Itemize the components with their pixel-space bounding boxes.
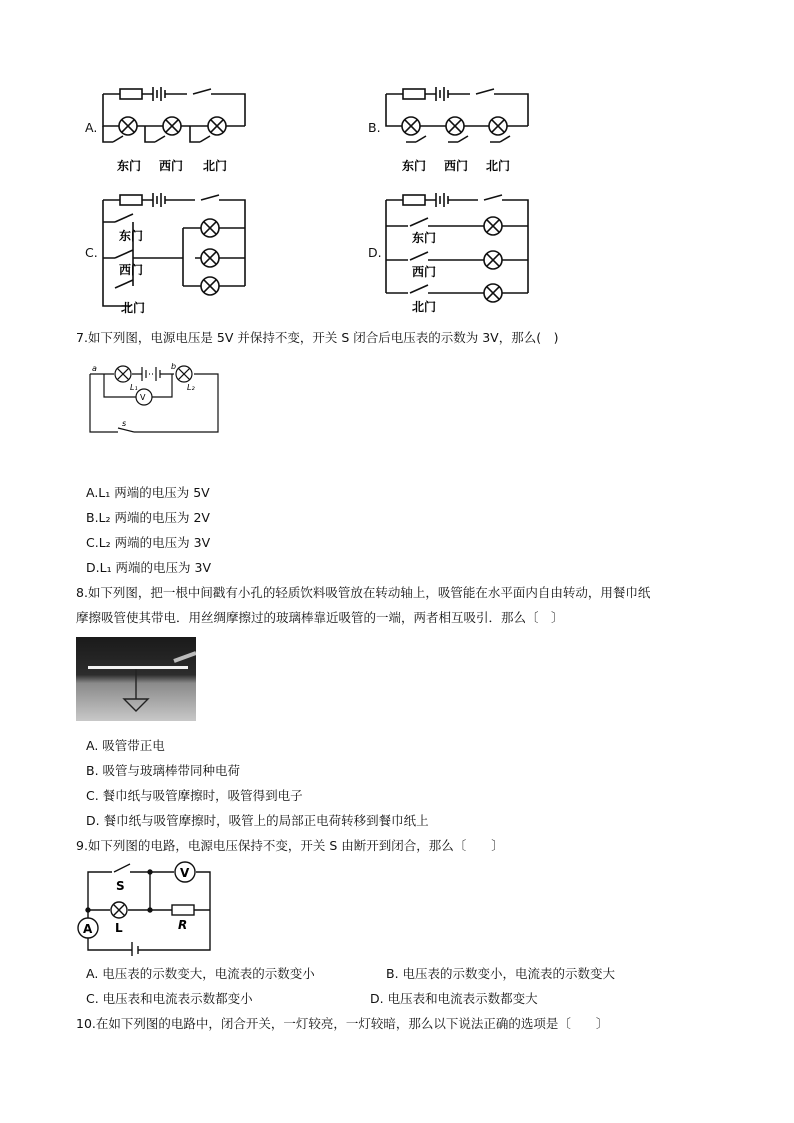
q7-option-b: B.L₂ 两端的电压为 2V [86,510,210,525]
q7-option-a: A.L₁ 两端的电压为 5V [86,485,210,500]
q6-d-door-east: 东门 [412,231,437,245]
q6-a-door-north: 北门 [203,159,228,173]
q8-option-c: C. 餐巾纸与吸管摩擦时，吸管得到电子 [86,788,303,803]
q6-c-door-north: 北门 [121,301,146,315]
q6-option-c-label: C. [85,245,98,260]
q8-stem-line1: 8.如下列图，把一根中间戳有小孔的轻质饮料吸管放在转动轴上，吸管能在水平面内自由转动，用餐巾纸 [76,585,651,600]
q6-b-door-west: 西门 [444,159,469,173]
straw-on-pivot-illustration [76,637,196,721]
q9-resistor-label: R [178,918,188,932]
q6-d-door-west: 西门 [412,265,437,279]
q9-switch-label: S [116,879,125,893]
q9-option-a: A. 电压表的示数变大，电流表的示数变小 [86,966,315,981]
q7-point-a: a [92,364,97,373]
q6-circuit-d [378,188,538,318]
q6-circuit-a [95,80,255,180]
q9-circuit [74,860,214,956]
q7-voltmeter-label: V [140,393,146,402]
q9-ammeter-label: A [83,922,93,936]
q7-stem: 7.如下列图，电源电压是 5V 并保持不变，开关 S 闭合后电压表的示数为 3V，那么( ) [76,330,559,345]
q8-straw-photo [76,637,196,721]
q9-option-c: C. 电压表和电流表示数都变小 [86,991,253,1006]
q7-lamp-l2-label: L₂ [187,383,195,392]
q7-circuit [84,362,224,438]
q7-option-c: C.L₂ 两端的电压为 3V [86,535,211,550]
q6-option-b-label: B. [368,120,381,135]
q9-option-d: D. 电压表和电流表示数都变大 [370,991,538,1006]
q6-c-door-east: 东门 [119,229,144,243]
q8-option-d: D. 餐巾纸与吸管摩擦时，吸管上的局部正电荷转移到餐巾纸上 [86,813,429,828]
q9-option-b: B. 电压表的示数变小，电流表的示数变大 [386,966,616,981]
q6-c-door-west: 西门 [119,263,144,277]
q9-lamp-label: L [115,921,123,935]
q6-option-a-label: A. [85,120,98,135]
q6-d-door-north: 北门 [412,300,437,314]
q6-circuit-c [95,188,255,318]
q8-option-b: B. 吸管与玻璃棒带同种电荷 [86,763,241,778]
q6-option-d-label: D. [368,245,382,260]
q9-stem: 9.如下列图的电路，电源电压保持不变，开关 S 由断开到闭合，那么〔 〕 [76,838,504,853]
q6-a-door-west: 西门 [159,159,184,173]
q7-point-b: b [171,362,177,371]
q6-circuit-b [378,80,538,180]
q6-b-door-east: 东门 [402,159,427,173]
q7-option-d: D.L₁ 两端的电压为 3V [86,560,212,575]
q9-voltmeter-label: V [180,866,190,880]
q10-stem: 10.在如下列图的电路中，闭合开关，一灯较亮，一灯较暗，那么以下说法正确的选项是〔 〕 [76,1016,609,1031]
q8-stem-line2: 摩擦吸管使其带电．用丝绸摩擦过的玻璃棒靠近吸管的一端，两者相互吸引．那么〔 〕 [76,610,564,625]
q6-b-door-north: 北门 [486,159,511,173]
q8-option-a: A. 吸管带正电 [86,738,165,753]
q7-lamp-l1-label: L₁ [130,383,138,392]
q6-a-door-east: 东门 [117,159,142,173]
q7-switch-label: s [122,419,127,428]
